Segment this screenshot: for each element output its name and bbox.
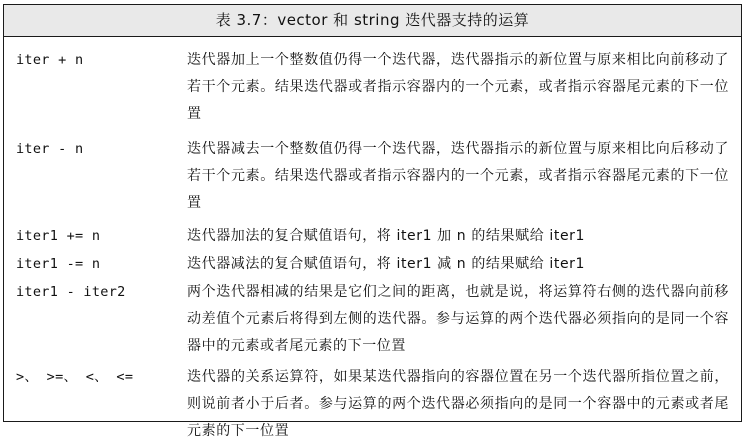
operation-cell: iter1 += n: [16, 228, 101, 244]
description-cell: 迭代器减去一个整数值仍得一个迭代器，迭代器指示的新位置与原来相比向后移动了若干个元素。结果迭代器或者指示容器内的一个元素，或者指示容器尾元素的下一位置: [187, 141, 729, 211]
operation-cell: iter1 - iter2: [16, 284, 126, 300]
description-cell: 迭代器减法的复合赋值语句，将 iter1 减 n 的结果赋给 iter1: [187, 256, 586, 272]
table-body: [4, 37, 741, 445]
table-row: [4, 128, 741, 217]
operation-cell: >、 >=、 <、 <=: [16, 369, 134, 385]
description-cell: 迭代器加法的复合赋值语句，将 iter1 加 n 的结果赋给 iter1: [187, 228, 586, 244]
table-row: [4, 278, 741, 360]
operation-cell: iter + n: [16, 52, 84, 68]
description-cell: 迭代器加上一个整数值仍得一个迭代器，迭代器指示的新位置与原来相比向前移动了若干个元素。结果迭代器或者指示容器内的一个元素，或者指示容器尾元素的下一位置: [187, 52, 729, 122]
description-cell: 两个迭代器相减的结果是它们之间的距离，也就是说，将运算符右侧的迭代器向前移动差值个元素后将得到左侧的迭代器。参与运算的两个迭代器必须指向的是同一个容器中的元素或者尾元素的下一位置: [187, 284, 729, 354]
description-cell: 迭代器的关系运算符，如果某迭代器指向的容器位置在另一个迭代器所指位置之前，则说前者小于后者。参与运算的两个迭代器必须指向的是同一个容器中的元素或者尾元素的下一位置: [187, 369, 729, 439]
table-row: [4, 250, 741, 278]
operation-cell: iter - n: [16, 141, 84, 157]
table-row: [4, 37, 741, 128]
operation-cell: iter1 -= n: [16, 256, 101, 272]
table-caption: 表 3.7：vector 和 string 迭代器支持的运算: [4, 5, 741, 37]
operations-table: [3, 4, 742, 439]
table-row: [4, 217, 741, 250]
table-row: [4, 360, 741, 445]
